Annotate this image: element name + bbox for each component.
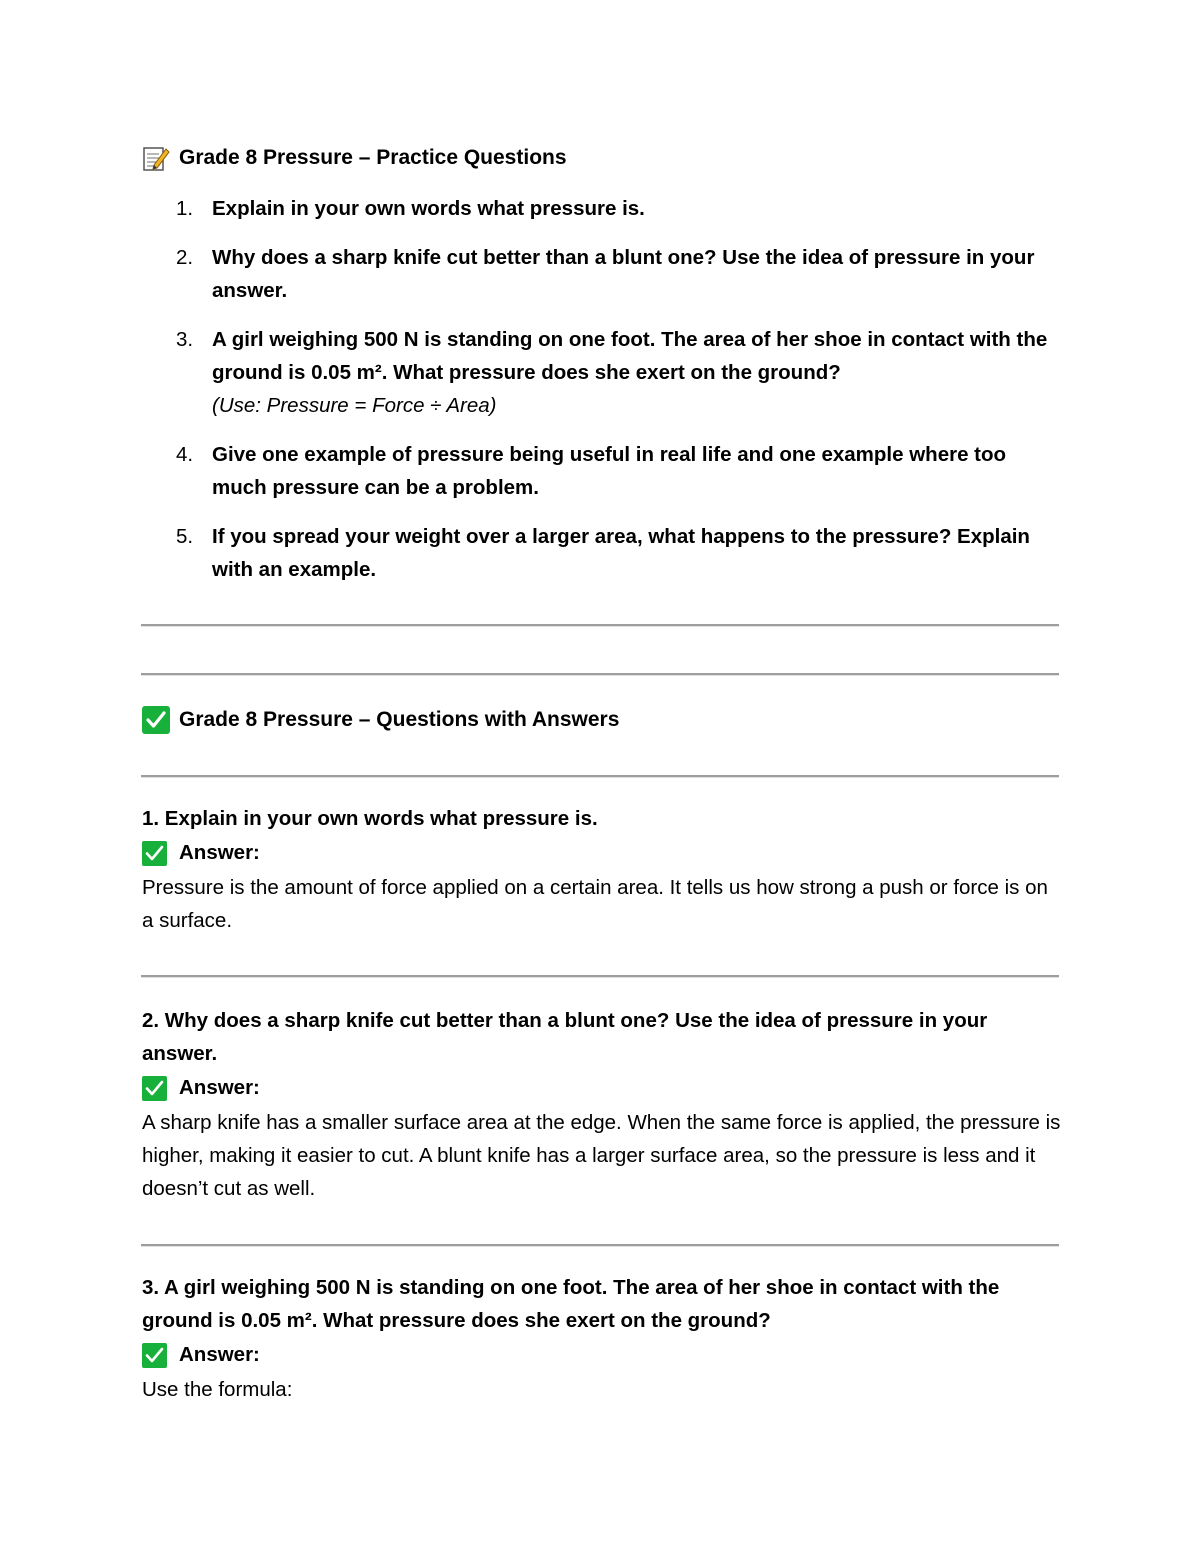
check-mark-icon (142, 1076, 167, 1101)
practice-heading (142, 144, 1062, 172)
question-text: If you spread your weight over a larger area, what happens to the pressure? Explain with an example. (212, 525, 1030, 581)
horizontal-divider (141, 1244, 1059, 1247)
memo-icon (142, 144, 170, 172)
answer-text: Use the formula: (142, 1378, 293, 1401)
answer-section (142, 1004, 1062, 1205)
question-text: Give one example of pressure being useful in real life and one example where too much pressure can be a problem. (212, 443, 1007, 499)
list-item: 2. Why does a sharp knife cut better than a blunt one? Use the idea of pressure in your answer. (176, 246, 1035, 302)
question-text: Why does a sharp knife cut better than a blunt one? Use the idea of pressure in your answer. (212, 246, 1035, 302)
horizontal-divider (141, 775, 1059, 778)
formula-hint: (Use: Pressure = Force ÷ Area) (212, 394, 497, 417)
answers-heading-text: Grade 8 Pressure – Questions with Answers (179, 708, 620, 731)
question-text: Explain in your own words what pressure is. (212, 197, 645, 220)
list-item: 4. Give one example of pressure being useful in real life and one example where too much pressure can be a problem. (176, 443, 1007, 499)
answer-label: Answer: (142, 838, 1062, 868)
question-text: A girl weighing 500 N is standing on one foot. The area of her shoe in contact with the ground is 0.05 m². What pressure does she exert on the ground? (212, 328, 1048, 384)
answer-label: Answer: (142, 1340, 1062, 1370)
answer-label: Answer: (142, 1073, 1062, 1103)
check-mark-icon (142, 706, 170, 734)
list-item: 5. If you spread your weight over a larger area, what happens to the pressure? Explain with an example. (176, 525, 1030, 581)
horizontal-divider (141, 975, 1059, 978)
list-item: 3. A girl weighing 500 N is standing on one foot. The area of her shoe in contact with the ground is 0.05 m². What pressure does she exert on the ground? (Use: Pressure = Force ÷ Area) (142, 323, 1062, 422)
practice-question-list (142, 192, 1062, 602)
question-text: 2. Why does a sharp knife cut better than a blunt one? Use the idea of pressure in your answer. (142, 1009, 988, 1065)
check-mark-icon (142, 841, 167, 866)
list-item: 1. Explain in your own words what pressure is. (176, 197, 645, 220)
answer-section (142, 802, 1062, 937)
question-text: 1. Explain in your own words what pressure is. (142, 807, 598, 830)
horizontal-divider (141, 624, 1059, 627)
check-mark-icon (142, 1343, 167, 1368)
horizontal-divider (141, 673, 1059, 676)
answer-text: A sharp knife has a smaller surface area at the edge. When the same force is applied, the pressure is higher, making it easier to cut. A blunt knife has a larger surface area, so the pressure is less and it doesn’t cut as well. (142, 1111, 1061, 1200)
practice-heading-text: Grade 8 Pressure – Practice Questions (179, 146, 567, 169)
answer-text: Pressure is the amount of force applied on a certain area. It tells us how strong a push or force is on a surface. (142, 876, 1048, 932)
answers-heading (142, 706, 1062, 734)
question-text: 3. A girl weighing 500 N is standing on one foot. The area of her shoe in contact with the ground is 0.05 m². What pressure does she exert on the ground? (142, 1276, 1000, 1332)
answer-section (142, 1271, 1062, 1406)
